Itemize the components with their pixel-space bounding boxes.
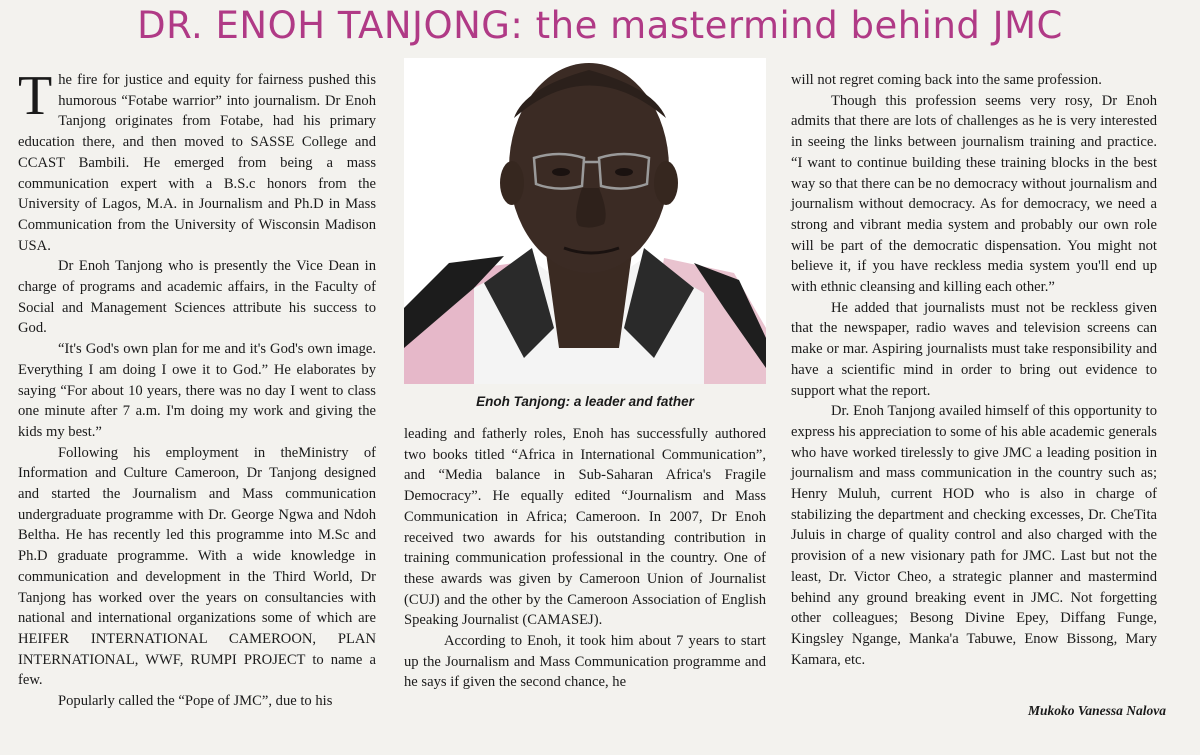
- article-column-1: [18, 65, 376, 712]
- paragraph: Though this profession seems very rosy, Dr Enoh admits that there are lots of challenges as he is very interested in seeing the links between journalism training and practice. “I want to continue building these training blocks in the best way so that there can be no democracy without journalism and journalism without democracy. As for democracy, we need a strong and vibrant media system and probably our own role will be part of the democratic dispensation. You might not believe it, if you have reckless media system you'll end up with ethnic cleansing and killing each other.”: [791, 92, 1157, 296]
- paragraph: “It's God's own plan for me and it's God's own image. Everything I am doing I owe it to God.” He elaborates by saying “For about 10 years, there was no day I went to class one minute after 7 a.m. I'm doing my work and giving the kids my best.”: [18, 341, 376, 440]
- drop-cap: T: [18, 65, 53, 127]
- paragraph: Popularly called the “Pope of JMC”, due to his: [58, 693, 333, 710]
- paragraph: will not regret coming back into the same profession.: [791, 72, 1102, 88]
- paragraph: According to Enoh, it took him about 7 years to start up the Journalism and Mass Communication programme and he says if given the second chance, he: [404, 633, 766, 691]
- portrait-illustration: [404, 58, 766, 384]
- headline: DR. ENOH TANJONG: the mastermind behind JMC: [137, 4, 1063, 47]
- portrait-photo: [404, 58, 766, 384]
- paragraph-text: he fire for justice and equity for fairness pushed this humorous “Fotabe warrior” into journalism. Dr Enoh Tanjong originates from Fotabe, had his primary education there, and then moved to SASSE College and CCAST Bambili. He emerged from being a mass communication expert with a B.S.c honors from the University of Lagos, M.A. in Journalism and Ph.D in Mass Communication from the University of Wisconsin Madison USA.: [18, 72, 376, 254]
- paragraph: [18, 65, 376, 256]
- author-byline: Mukoko Vanessa Nalova: [1027, 703, 1166, 718]
- paragraph: Dr. Enoh Tanjong availed himself of this opportunity to express his appreciation to some of his able academic generals who have worked tirelessly to give JMC a leading position in journalism and mass communication in the country such as; Henry Muluh, current HOD who is also in charge of stabilizing the department and checking excesses, Dr. CheTita Juluis in charge of quality control and also charged with the provision of a new visionary path for JMC. Last but not the least, Dr. Victor Cheo, a strategic planner and mastermind behind any ground breaking event in JMC. Not forgetting other colleagues; Besong Divine Epey, Diffang Funge, Kingsley Ngange, Manka'a Tabuwe, Enow Bissong, Mary Kamara, etc.: [791, 403, 1157, 668]
- photo-caption: Enoh Tanjong: a leader and father: [476, 394, 694, 409]
- paragraph: leading and fatherly roles, Enoh has successfully authored two books titled “Africa in International Communication”, and “Media balance in Sub-Saharan Africa's Fragile Democracy”. He equally edited “Journalism and Mass Communication in Africa; Cameroon. In 2007, Dr Enoh received two awards for his outstanding contribution in training communication professional in the country. One of these awards was given by Cameroon Union of Journalist (CUJ) and the other by the Cameroon Association of English Speaking Journalist (CAMASEJ).: [404, 426, 766, 629]
- paragraph: Following his employment in theMinistry of Information and Culture Cameroon, Dr Tanjong designed and started the Journalism and Mass communication undergraduate programme with Dr. George Ngwa and Ndoh Beltha. He has recently led this programme into M.Sc and Ph.D graduate programme. With a wide knowledge in communication and development in the Third World, Dr Tanjong has worked over the years on consultancies with national and international organizations some of which are HEIFER INTERNATIONAL CAMEROON, PLAN INTERNATIONAL, WWF, RUMPI PROJECT to name a few.: [18, 444, 376, 689]
- article-column-3: [791, 70, 1157, 670]
- paragraph: He added that journalists must not be reckless given that the newspaper, radio waves and television screens can make or mar. Aspiring journalists must take responsibility and have a scientific mind in order to bring out evidence to support what the report.: [791, 299, 1157, 399]
- article-column-2: [404, 424, 766, 693]
- paragraph: Dr Enoh Tanjong who is presently the Vice Dean in charge of programs and academic affairs, in the Faculty of Social and Management Sciences attribute his success to God.: [18, 258, 376, 337]
